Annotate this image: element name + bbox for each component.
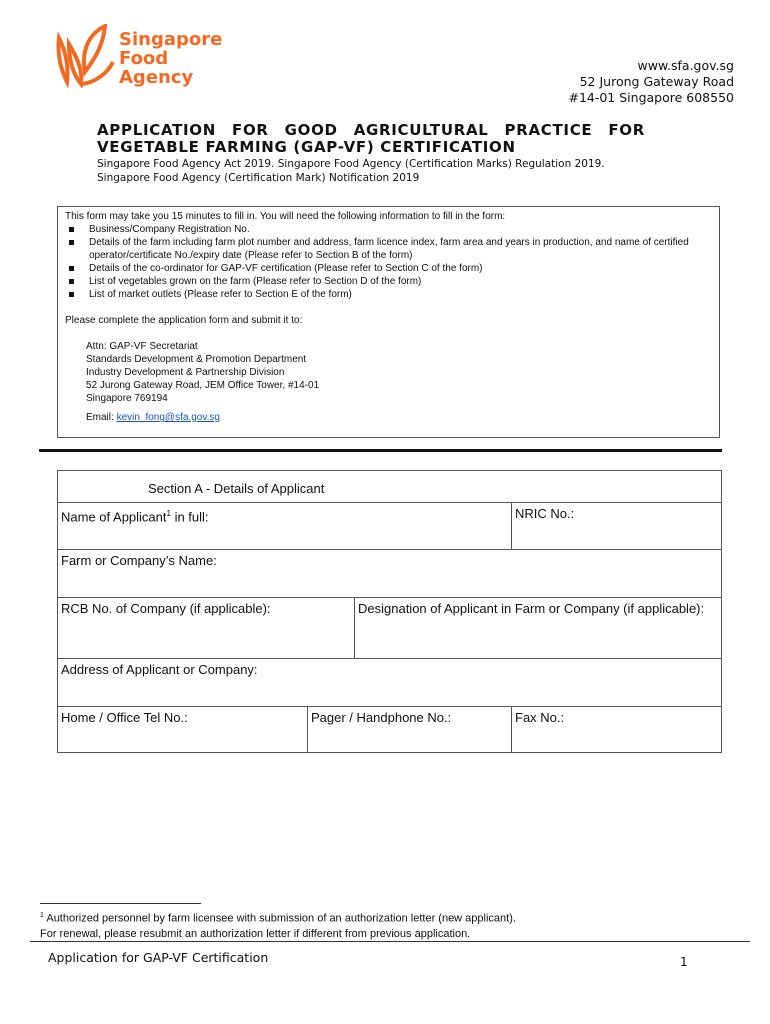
- sfa-logo: [55, 24, 225, 88]
- page-number: 1: [680, 955, 688, 969]
- section-a-heading: Section A - Details of Applicant: [57, 470, 722, 503]
- section-divider: [39, 449, 722, 452]
- pager-field[interactable]: Pager / Handphone No.:: [307, 706, 512, 753]
- email-label: Email:: [86, 412, 117, 423]
- legal-reference: Singapore Food Agency Act 2019. Singapore Food Agency (Certification Marks) Regulation 2019. Singapore Food Agency (Certification Mark) Notification 2019: [97, 158, 605, 184]
- farm-name-field[interactable]: Farm or Company’s Name:: [57, 549, 722, 598]
- website: www.sfa.gov.sg: [637, 58, 734, 73]
- logo-line-1: Singapore: [119, 29, 223, 50]
- sfa-leaf-icon: [55, 24, 117, 88]
- instructions-box: [57, 206, 720, 438]
- form-title: APPLICATION FOR GOOD AGRICULTURAL PRACTICE FOR VEGETABLE FARMING (GAP-VF) CERTIFICATION: [97, 121, 645, 156]
- name-field[interactable]: Name of Applicant$^1$ in full:: [57, 502, 512, 550]
- fax-field[interactable]: Fax No.:: [511, 706, 722, 753]
- list-item: Business/Company Registration No.: [65, 223, 709, 236]
- email-link[interactable]: kevin_fong@sfa.gov.sg: [116, 412, 220, 423]
- list-item: List of market outlets (Please refer to Section E of the form): [65, 288, 709, 301]
- designation-field[interactable]: Designation of Applicant in Farm or Company (if applicable):: [354, 597, 722, 659]
- footer-label: Application for GAP-VF Certification: [48, 950, 269, 965]
- footer-rule: [30, 941, 750, 942]
- logo-line-2: Food: [119, 48, 169, 69]
- footnote-rule: [40, 903, 201, 904]
- list-item: List of vegetables grown on the farm (Please refer to Section D of the form): [65, 275, 709, 288]
- list-item: Details of the co-ordinator for GAP-VF certification (Please refer to Section C of the form): [65, 262, 709, 275]
- requirements-list: [65, 223, 709, 301]
- submit-instruction: Please complete the application form and submit it to:: [65, 315, 303, 326]
- logo-line-3: Agency: [119, 67, 194, 88]
- rcb-field[interactable]: RCB No. of Company (if applicable):: [57, 597, 355, 659]
- submit-address: Attn: GAP-VF Secretariat Standards Development & Promotion Department Industry Development & Partnership Division 52 Jurong Gateway Road, JEM Office Tower, #14-01 Singapore 769194 Email: kevin_fong@sfa.gov.sg: [86, 341, 320, 423]
- sfa-address: [568, 58, 734, 106]
- unit-postcode: #14-01 Singapore 608550: [568, 90, 734, 105]
- street: 52 Jurong Gateway Road: [579, 74, 734, 89]
- address-field[interactable]: Address of Applicant or Company:: [57, 658, 722, 707]
- footnote: $^1$ Authorized personnel by farm licensee with submission of an authorization letter (new applicant). For renewal, please resubmit an authorization letter if different from previous application.: [40, 912, 516, 940]
- tel-field[interactable]: Home / Office Tel No.:: [57, 706, 308, 753]
- list-item: Details of the farm including farm plot number and address, farm licence index, farm area and years in production, and name of certified operator/certificate No./expiry date (Please refer to Section B of the form): [65, 236, 709, 262]
- instructions-intro: This form may take you 15 minutes to fill in. You will need the following information to fill in the form:: [65, 211, 506, 222]
- nric-field[interactable]: NRIC No.:: [511, 502, 722, 550]
